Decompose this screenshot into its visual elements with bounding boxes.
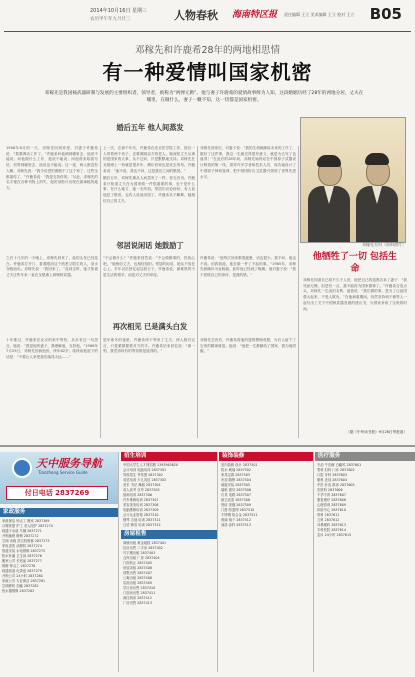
issue-date: 2014年10月16日 星期三 xyxy=(90,8,148,14)
ad-item: 墙纸 窗帘 2837506 xyxy=(221,488,251,492)
couple-photo xyxy=(300,117,406,243)
ad-item: 门面房出售 2837411 xyxy=(123,591,156,595)
ad-item: 皮肤科 2837606 xyxy=(317,488,343,492)
ad-item: 商住两用 2837412 xyxy=(123,596,152,600)
ad-item: 康复理疗 2837608 xyxy=(317,498,346,502)
ad-item: 空调 冰箱 洗衣机维修 2837273 xyxy=(2,539,50,543)
ad-item: 专治 牛皮癣 白癜风 2837601 xyxy=(317,463,362,467)
ad-item: 仓库出租 厂房 2837404 xyxy=(123,556,160,560)
ad-item: 玻璃 镜子 2837512 xyxy=(221,518,251,522)
ad-item: 门窗 防盗网 2837510 xyxy=(221,508,255,512)
article-headline: 有一种爱情叫国家机密 xyxy=(102,60,313,84)
ad-item: 热水器维修 2837283 xyxy=(2,589,35,593)
body-column-2: 婚后五年，邓稼先像从人间蒸发了一样，杳无音讯。许鹿希只知道丈夫在为国家做一件很重要的事，至于是什么事，在什么地方，她一无所知。邻居们议论纷纷，有人说他犯了错误，也有人说他出国了。许鹿希从不解释，她相信自己的丈夫。 xyxy=(103,176,195,203)
body-column-4: 之后十几年的一天晚上，邓稼先回来了，他的头发已经花白。许鹿希打开门，看着眼前这个熟悉又陌生的人，泪水夺眶而出。邓稼先说：“我回来了。”直到这时，她才知道丈夫这些年来一直在戈壁滩上研制核武器。 xyxy=(6,256,98,278)
ad-item: 管道安装 水电维修 2837275 xyxy=(2,549,46,553)
ad-item: 美术 书法 舞蹈 2837304 xyxy=(123,483,161,487)
portrait-husband xyxy=(355,150,399,242)
ad-header-training: 招生培训 xyxy=(121,452,218,461)
article-kicker: 邓稼先和许鹿希28年的两地相思情 xyxy=(134,45,281,56)
ad-item: 中国大学生人才网招聘 1393965620 xyxy=(123,463,178,467)
ad-header-decoration: 装饰装修 xyxy=(219,452,314,461)
ad-divider xyxy=(217,452,218,672)
portrait-wife xyxy=(307,150,351,242)
ad-separator xyxy=(0,445,415,447)
ad-item: 英语培训 少儿英语 2837303 xyxy=(123,478,167,482)
ad-list-decoration xyxy=(221,463,311,528)
ad-item: 别墅出售 2837407 xyxy=(123,571,152,575)
ad-item: 骨科 2837611 xyxy=(317,513,340,517)
subhead-3: 再次相见 已是满头白发 xyxy=(112,322,188,331)
photo-caption: 邓稼先夫妇（资料图片） xyxy=(362,242,406,247)
ad-item: 油漆 涂料 2837513 xyxy=(221,523,251,527)
hotline-phone: 付日电话 2837269 xyxy=(6,486,108,500)
service-guide-title: 天中服务导航 xyxy=(36,457,102,470)
ad-item: 写字楼出租 2837403 xyxy=(123,551,156,555)
ad-item: 男科 妇科 门诊 2837602 xyxy=(317,468,355,472)
ad-item: 家电清洗 油烟机 2837274 xyxy=(2,544,42,548)
ad-item: 不孕不育 2837607 xyxy=(317,493,346,497)
ad-item: 专科医院 2837614 xyxy=(317,528,346,532)
ad-item: 防水补漏 卫生间 2837276 xyxy=(2,554,42,558)
ad-item: 心理咨询 2837609 xyxy=(317,503,346,507)
ad-item: 厂房出售 2837413 xyxy=(123,601,152,605)
ad-item: 会计从业资格 2837310 xyxy=(123,513,159,517)
ad-item: 开锁公司 24小时 2837280 xyxy=(2,574,43,578)
ad-item: 空调移机 加氟 2837282 xyxy=(2,584,39,588)
ad-item: 门面转让 2837405 xyxy=(123,561,152,565)
newspaper-brand: 海南特区报 xyxy=(232,10,278,20)
ad-item: 钢琴 吉他 培训 2837311 xyxy=(123,518,161,522)
ad-item: 店面出租 2837409 xyxy=(123,581,152,585)
ad-item: 地板安装 2837505 xyxy=(221,483,250,487)
column-divider xyxy=(100,146,101,438)
lunar-date: 农历甲午年九月廿三 xyxy=(90,17,131,22)
ad-item: 驾校招生 考驾照 2837302 xyxy=(123,473,163,477)
ad-item: 儿科 2837612 xyxy=(317,518,340,522)
service-guide-subtitle: Tianzhong Service Guide xyxy=(38,470,88,475)
ad-item: 日语 韩语 培训 2837312 xyxy=(123,523,161,527)
ad-item: 疏通管道 化粪池 2837279 xyxy=(2,569,42,573)
ad-item: 商铺出租 黄金地段 2837401 xyxy=(123,541,167,545)
ad-item: 体检中心 2837610 xyxy=(317,508,346,512)
body-column-8: 是年寒冬的夜里，许鹿希终于等来了丈夫。两人相对无言，只是紧紧握着对方的手。许鹿希后来回忆说：“那一刻，我觉得所有的等待都是值得的。” xyxy=(103,338,195,354)
ad-item: 眼科 近视 2837604 xyxy=(317,478,347,482)
ad-item: 厨师培训 2837306 xyxy=(123,493,152,497)
ad-item: 中医 针灸 推拿 2837605 xyxy=(317,483,355,487)
ad-list-housing xyxy=(123,541,215,606)
article-lead: 邓稼先是我国核武器研制与发展的主要组织者、领导者，被称为“两弹元勋”。他与妻子许鹿希的爱情故事鲜为人知，这段婚姻历经了28年的两地分居，丈夫在哪里、在做什么，妻子一概不知，这一切都是国家机密。 xyxy=(44,91,364,103)
ad-item: 房屋求租 2837406 xyxy=(123,566,152,570)
body-column-7: 十年都过，许鹿希在北京的家中等待，从未有过一句怨言。她说：“我是他的妻子，我理解他，支持他。”1986年7月29日，邓稼先因病逝世，终年62岁。临终前他留下的话是：“不要让人家把我们落得太远……” xyxy=(6,338,98,360)
masthead-rule xyxy=(4,31,411,32)
column-divider xyxy=(298,146,299,438)
ad-list-training xyxy=(123,463,215,528)
ad-item: 家政公司 专业保洁 2837281 xyxy=(2,579,46,583)
column-divider xyxy=(197,146,198,438)
ad-item: 吊顶 隔断 2837504 xyxy=(221,478,251,482)
subhead-1: 婚后五年 他人间蒸发 xyxy=(116,123,184,132)
ad-item: 汽车维修培训 2837307 xyxy=(123,498,159,502)
ad-divider xyxy=(118,452,119,672)
ad-item: 学区房出售 2837410 xyxy=(123,586,156,590)
ad-item: 厨卫改造 2837508 xyxy=(221,498,250,502)
ad-item: 疏通下水道 马桶 2837271 xyxy=(2,529,42,533)
service-guide-banner xyxy=(0,452,119,504)
page-number: B05 xyxy=(369,5,402,23)
ad-header-home: 家政服务 xyxy=(0,508,119,517)
masthead xyxy=(90,4,410,30)
ad-list-medical xyxy=(317,463,412,538)
ad-item: 开锁换锁 修锁 2837272 xyxy=(2,534,39,538)
ad-item: 会计培训 电脑培训 2837301 xyxy=(123,468,167,472)
ad-item: 电脑维修培训 2837309 xyxy=(123,508,159,512)
body-column-5: “不会做什么？”许鹿希回答说：“不会做错事的，你放心吧。”她相信丈夫，也相信组织。邻居的闲话，她从不放在心上。多年以后回忆起这段日子，许鹿希说，最难熬的不是生活的艰辛，而是对丈夫的牵挂。 xyxy=(103,256,195,278)
ad-item: 瓷砖 美缝 2837509 xyxy=(221,503,251,507)
right-column: 邓稼先知道自己将不久于人世，他把自己的遗愿告诉了妻子：“我死而无憾，但是有一点，我不能再为国家做事了。”许鹿希含泪点头。邓稼先一生淡泊名利，他曾说：“我们做的事，是为了让祖国强大起来，不受人欺负。”在他病重期间，仍然坚持和于敏等人一起写出了关于中国核武器发展的建议书，为国家争取了宝贵的时间。 xyxy=(303,278,407,311)
ad-item: 防水 刷墙 2837502 xyxy=(221,468,251,472)
subhead-2: 邻居说闲话 她鼓励丁 xyxy=(116,241,184,250)
ad-item: 保姆 钟点工 2837278 xyxy=(2,564,36,568)
ad-item: 家具定做 2837503 xyxy=(221,473,250,477)
pull-quote: 他牺牲了一切 包括生命 xyxy=(312,252,398,274)
body-column-1: 1958年8月的一天，邓稼先回到家里，对妻子许鹿希说：“我要调动工作了。”许鹿希问他调到哪里去，他说不能说；问他做什么工作，他说不能说；问他将来给我写信，信寄到哪里去，他说也不能说。这一夜，两人都没有入睡。邓稼先说：“我今后恐怕照顾不了这个家了，这些全都靠你了。”许鹿希说：“我是支持你的。”从此，邓稼先的名字便在各种刊物上消失，他的身影只出现在最神秘的地方。 xyxy=(6,146,98,190)
ad-item: 月嫂育婴 护工 老人陪护 2837270 xyxy=(2,524,53,528)
source-note: （据《中华读书报》9月26日等报道） xyxy=(346,430,407,434)
ad-item: 不锈钢 铝合金 2837511 xyxy=(221,513,258,517)
ad-item: 灯具 电路 2837507 xyxy=(221,493,251,497)
ad-item: 住房出售 二手房 2837402 xyxy=(123,546,163,550)
ad-item: 室内装修 设计 2837501 xyxy=(221,463,258,467)
ad-header-medical: 医疗服务 xyxy=(315,452,415,461)
ad-list-home xyxy=(2,519,116,594)
body-column-9: 邓稼先去世后，许鹿希将他的遗物整理成册，为后人留下了宝贵的精神财富。她说：“他把一生都献给了国家，我为他骄傲。” xyxy=(200,338,296,354)
body-column-2a: 上一次，在那个年代，许鹿希在北京医学院工作，独自一人带着两个孩子，还要照顾双方的老人。她深知丈夫从事的是国家的大事，从不过问，只是默默地支持。邓稼先在戈壁滩上一待就是很多年，偶尔回家也是来去匆匆。许鹿希说：“他不说，我也不问，这是我们之间的默契。” xyxy=(103,146,195,173)
ad-item: 公寓出租 2837408 xyxy=(123,576,152,580)
ad-item: 耳鼻喉科 2837613 xyxy=(317,523,346,527)
editor-credits: 责任编辑 王立 美术编辑 王立 校对 王立 xyxy=(284,12,355,17)
body-column-3: 邓稼先回家后，对妻子说：“我的生命就献给未来的工作了，做好了这件事，我这一生就过得很有意义，就是为它死了也值得！”在此后的28年间，邓稼先始终站在中国原子武器设计制造的第一线，领导许多学者和技术人员，成功地设计了中国原子弹和氢弹，把中国国防自卫武器引领到了世界先进水平。 xyxy=(200,146,296,179)
body-column-6: 许鹿希说：“他每次回来都很疲惫，话也很少。我不问，他也不说。但我知道，他在做一件了不起的事。”1985年，邓稼先被确诊为直肠癌，此时他已经到了晚期。他对妻子说：“我不爱惜自己的身体，是我的错。” xyxy=(200,256,296,278)
ad-item: 急诊 24小时 2837615 xyxy=(317,533,352,537)
service-logo-icon xyxy=(12,458,32,478)
ad-divider xyxy=(313,452,314,672)
ad-item: 家政保洁 钟点工 搬家 2837269 xyxy=(2,519,50,523)
ad-item: 搬家公司 长短途 2837277 xyxy=(2,559,42,563)
ad-item: 口腔 牙科 2837603 xyxy=(317,473,347,477)
ad-item: 成人高考 自考 2837305 xyxy=(123,488,160,492)
ad-header-housing: 房屋租售 xyxy=(121,530,218,539)
ad-item: 美容美发培训 2837308 xyxy=(123,503,159,507)
section-title: 人物春秋 xyxy=(174,9,218,22)
